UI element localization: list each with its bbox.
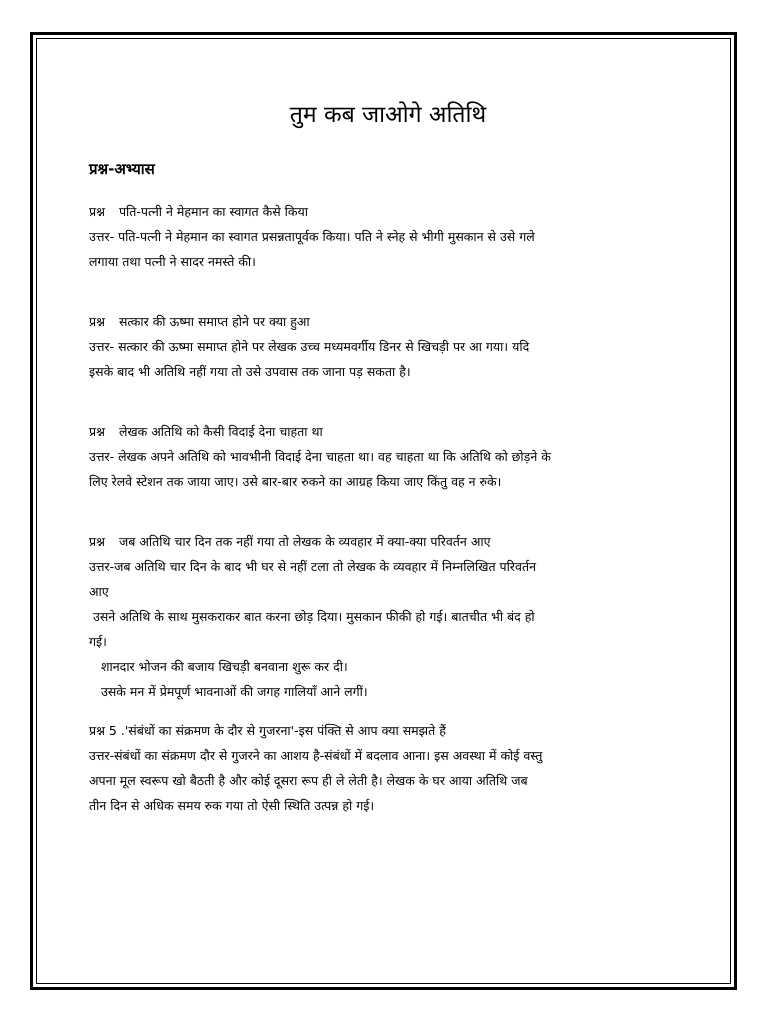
page-title: तुम कब जाओगे अतिथि — [289, 102, 487, 128]
question-text: लेखक अतिथि को कैसी विदाई देना चाहता था — [118, 424, 323, 439]
question-text: सत्कार की ऊष्मा समाप्त होने पर क्या हुआ — [118, 314, 310, 329]
answer-2-line-1: उत्तर- सत्कार की ऊष्मा समाप्त होने पर लेखक उच्च मध्यमवर्गीय डिनर से खिचड़ी पर आ गया। यदि — [89, 339, 530, 354]
answer-2-line-2: इसके बाद भी अतिथि नहीं गया तो उसे उपवास तक जाना पड़ सकता है। — [89, 364, 411, 379]
answer-4-point-3: उसके मन में प्रेमपूर्ण भावनाओं की जगह गालियाँ आने लगीं। — [101, 684, 368, 699]
qa-block-5 — [89, 718, 679, 818]
answer-4-point-1-line-2: गई। — [89, 634, 107, 649]
question-1 — [89, 199, 679, 224]
question-label: प्रश्न — [89, 534, 105, 549]
section-heading: प्रश्न-अभ्यास — [89, 160, 155, 178]
answer-3-line-2: लिए रेलवे स्टेशन तक जाया जाए। उसे बार-बार रुकने का आग्रह किया जाए किंतु वह न रुके। — [89, 474, 502, 489]
question-text: जब अतिथि चार दिन तक नहीं गया तो लेखक के व्यवहार में क्या-क्या परिवर्तन आए — [118, 534, 491, 549]
answer-3-line-1: उत्तर- लेखक अपने अतिथि को भावभीनी विदाई देना चाहता था। वह चाहता था कि अतिथि को छोड़ने के — [89, 449, 551, 464]
question-5: प्रश्न 5 .'संबंधों का संक्रमण के दौर से गुजरना'-इस पंक्ति से आप क्या समझते हैं — [89, 723, 446, 738]
question-2 — [89, 309, 679, 334]
question-3 — [89, 419, 679, 444]
document-body — [89, 95, 679, 818]
qa-block-3 — [89, 419, 679, 494]
answer-1-line-1: उत्तर- पति-पत्नी ने मेहमान का स्वागत प्रसन्नतापूर्वक किया। पति ने स्नेह से भीगी मुसकान से उसे गले — [89, 229, 535, 244]
question-label: प्रश्न — [89, 424, 105, 439]
answer-4-line-1: उत्तर-जब अतिथि चार दिन के बाद भी घर से नहीं टला तो लेखक के व्यवहार में निम्नलिखित परिवर्तन — [89, 559, 537, 574]
answer-5-line-3: तीन दिन से अधिक समय रुक गया तो ऐसी स्थिति उत्पन्न हो गई। — [89, 798, 375, 813]
question-text: पति-पत्नी ने मेहमान का स्वागत कैसे किया — [118, 204, 309, 219]
answer-5-line-1: उत्तर-संबंधों का संक्रमण दौर से गुजरने का आशय है-संबंधों में बदलाव आना। इस अवस्था में कोई वस्तु — [89, 748, 543, 763]
question-label: प्रश्न — [89, 204, 105, 219]
answer-4-line-2: आए — [89, 584, 109, 599]
answer-1-line-2: लगाया तथा पत्नी ने सादर नमस्ते की। — [89, 254, 256, 269]
question-4 — [89, 529, 679, 554]
qa-block-4 — [89, 529, 679, 704]
answer-4-point-1-line-1: उसने अतिथि के साथ मुसकराकर बात करना छोड़ दिया। मुसकान फीकी हो गई। बातचीत भी बंद हो — [93, 609, 535, 624]
answer-5-line-2: अपना मूल स्वरूप खो बैठती है और कोई दूसरा रूप ही ले लेती है। लेखक के घर आया अतिथि जब — [89, 773, 528, 788]
question-label: प्रश्न — [89, 314, 105, 329]
answer-4-point-2: शानदार भोजन की बजाय खिचड़ी बनवाना शुरू कर दी। — [101, 659, 348, 674]
qa-block-2 — [89, 309, 679, 384]
qa-block-1 — [89, 199, 679, 274]
